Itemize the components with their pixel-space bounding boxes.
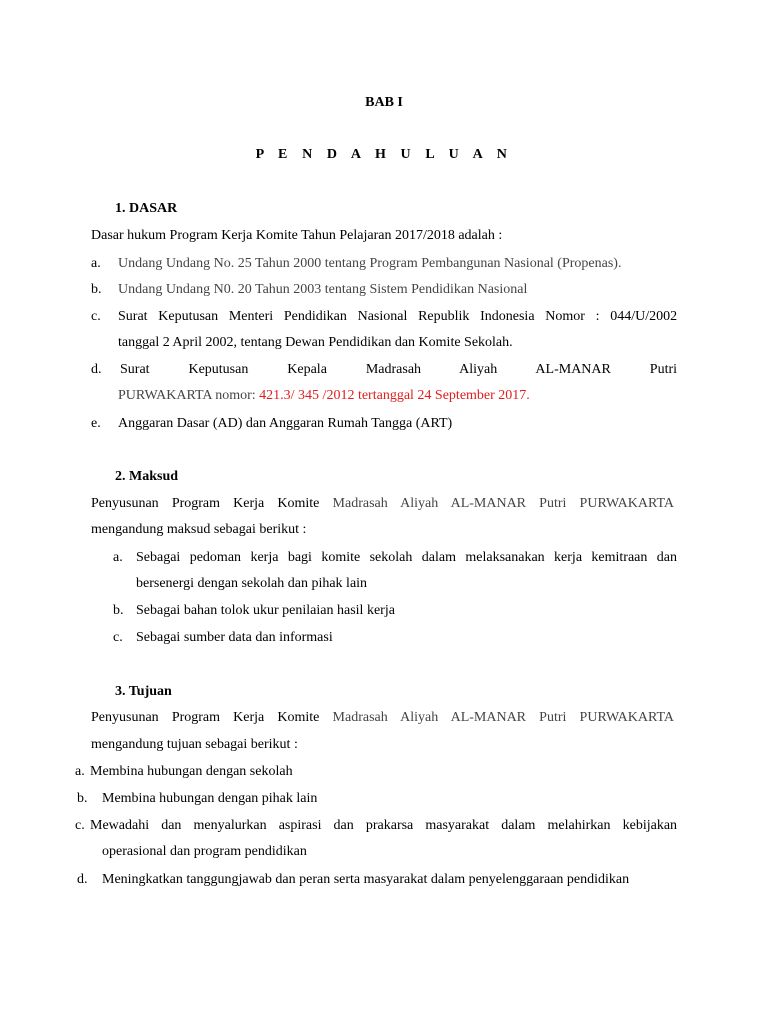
- list-item: Sebagai sumber data dan informasi: [136, 630, 333, 645]
- tujuan-intro: Penyusunan Program Kerja Komite Madrasah Aliyah AL-MANAR Putri PURWAKARTA: [91, 710, 675, 725]
- list-marker: e.: [91, 416, 101, 431]
- nomor-label: PURWAKARTA nomor:: [118, 388, 256, 403]
- list-item: Sebagai bahan tolok ukur penilaian hasil kerja: [136, 603, 395, 618]
- maksud-intro: Penyusunan Program Kerja Komite Madrasah Aliyah AL-MANAR Putri PURWAKARTA: [91, 496, 675, 511]
- list-item: Mewadahi dan menyalurkan aspirasi dan prakarsa masyarakat dalam melahirkan kebijakan: [90, 818, 678, 833]
- list-marker: d.: [91, 362, 102, 377]
- list-item: Anggaran Dasar (AD) dan Anggaran Rumah Tangga (ART): [118, 416, 453, 431]
- list-marker: b.: [113, 603, 124, 618]
- list-item-continuation: bersenergi dengan sekolah dan pihak lain: [136, 576, 368, 591]
- tujuan-intro-continuation: mengandung tujuan sebagai berikut :: [91, 737, 298, 752]
- list-marker: c.: [91, 309, 101, 324]
- chapter-title: P E N D A H U L U A N: [255, 147, 513, 162]
- list-marker: c.: [75, 818, 85, 833]
- section-heading-dasar: 1. DASAR: [115, 201, 178, 216]
- list-item: Undang Undang No. 25 Tahun 2000 tentang Program Pembangunan Nasional (Propenas).: [118, 256, 622, 271]
- list-item: Meningkatkan tanggungjawab dan peran serta masyarakat dalam penyelenggaraan pendidikan: [102, 872, 630, 887]
- list-item: Membina hubungan dengan sekolah: [90, 764, 293, 779]
- maksud-intro-continuation: mengandung maksud sebagai berikut :: [91, 522, 307, 537]
- chapter-label: BAB I: [365, 95, 403, 110]
- list-item-continuation: tanggal 2 April 2002, tentang Dewan Pendidikan dan Komite Sekolah.: [118, 335, 513, 350]
- dasar-intro: Dasar hukum Program Kerja Komite Tahun Pelajaran 2017/2018 adalah :: [91, 228, 503, 243]
- list-marker: b.: [91, 282, 102, 297]
- list-item: Membina hubungan dengan pihak lain: [102, 791, 318, 806]
- list-marker: a.: [91, 256, 101, 271]
- nomor-value: 421.3/ 345 /2012 tertanggal 24 September 2017.: [255, 388, 530, 403]
- list-item: Undang Undang N0. 20 Tahun 2003 tentang Sistem Pendidikan Nasional: [118, 282, 528, 297]
- list-marker: a.: [113, 550, 123, 565]
- section-heading-maksud: 2. Maksud: [115, 469, 179, 484]
- list-item-continuation: [118, 387, 530, 405]
- list-marker: d.: [77, 872, 88, 887]
- list-item: Surat Keputusan Kepala Madrasah Aliyah AL-MANAR Putri: [120, 362, 678, 377]
- list-marker: c.: [113, 630, 123, 645]
- list-marker: b.: [77, 791, 88, 806]
- list-item: Sebagai pedoman kerja bagi komite sekolah dalam melaksanakan kerja kemitraan dan: [136, 550, 678, 565]
- list-marker: a.: [75, 764, 85, 779]
- section-heading-tujuan: 3. Tujuan: [115, 684, 172, 699]
- list-item: Surat Keputusan Menteri Pendidikan Nasional Republik Indonesia Nomor : 044/U/2002: [118, 309, 678, 324]
- list-item-continuation: operasional dan program pendidikan: [102, 844, 307, 859]
